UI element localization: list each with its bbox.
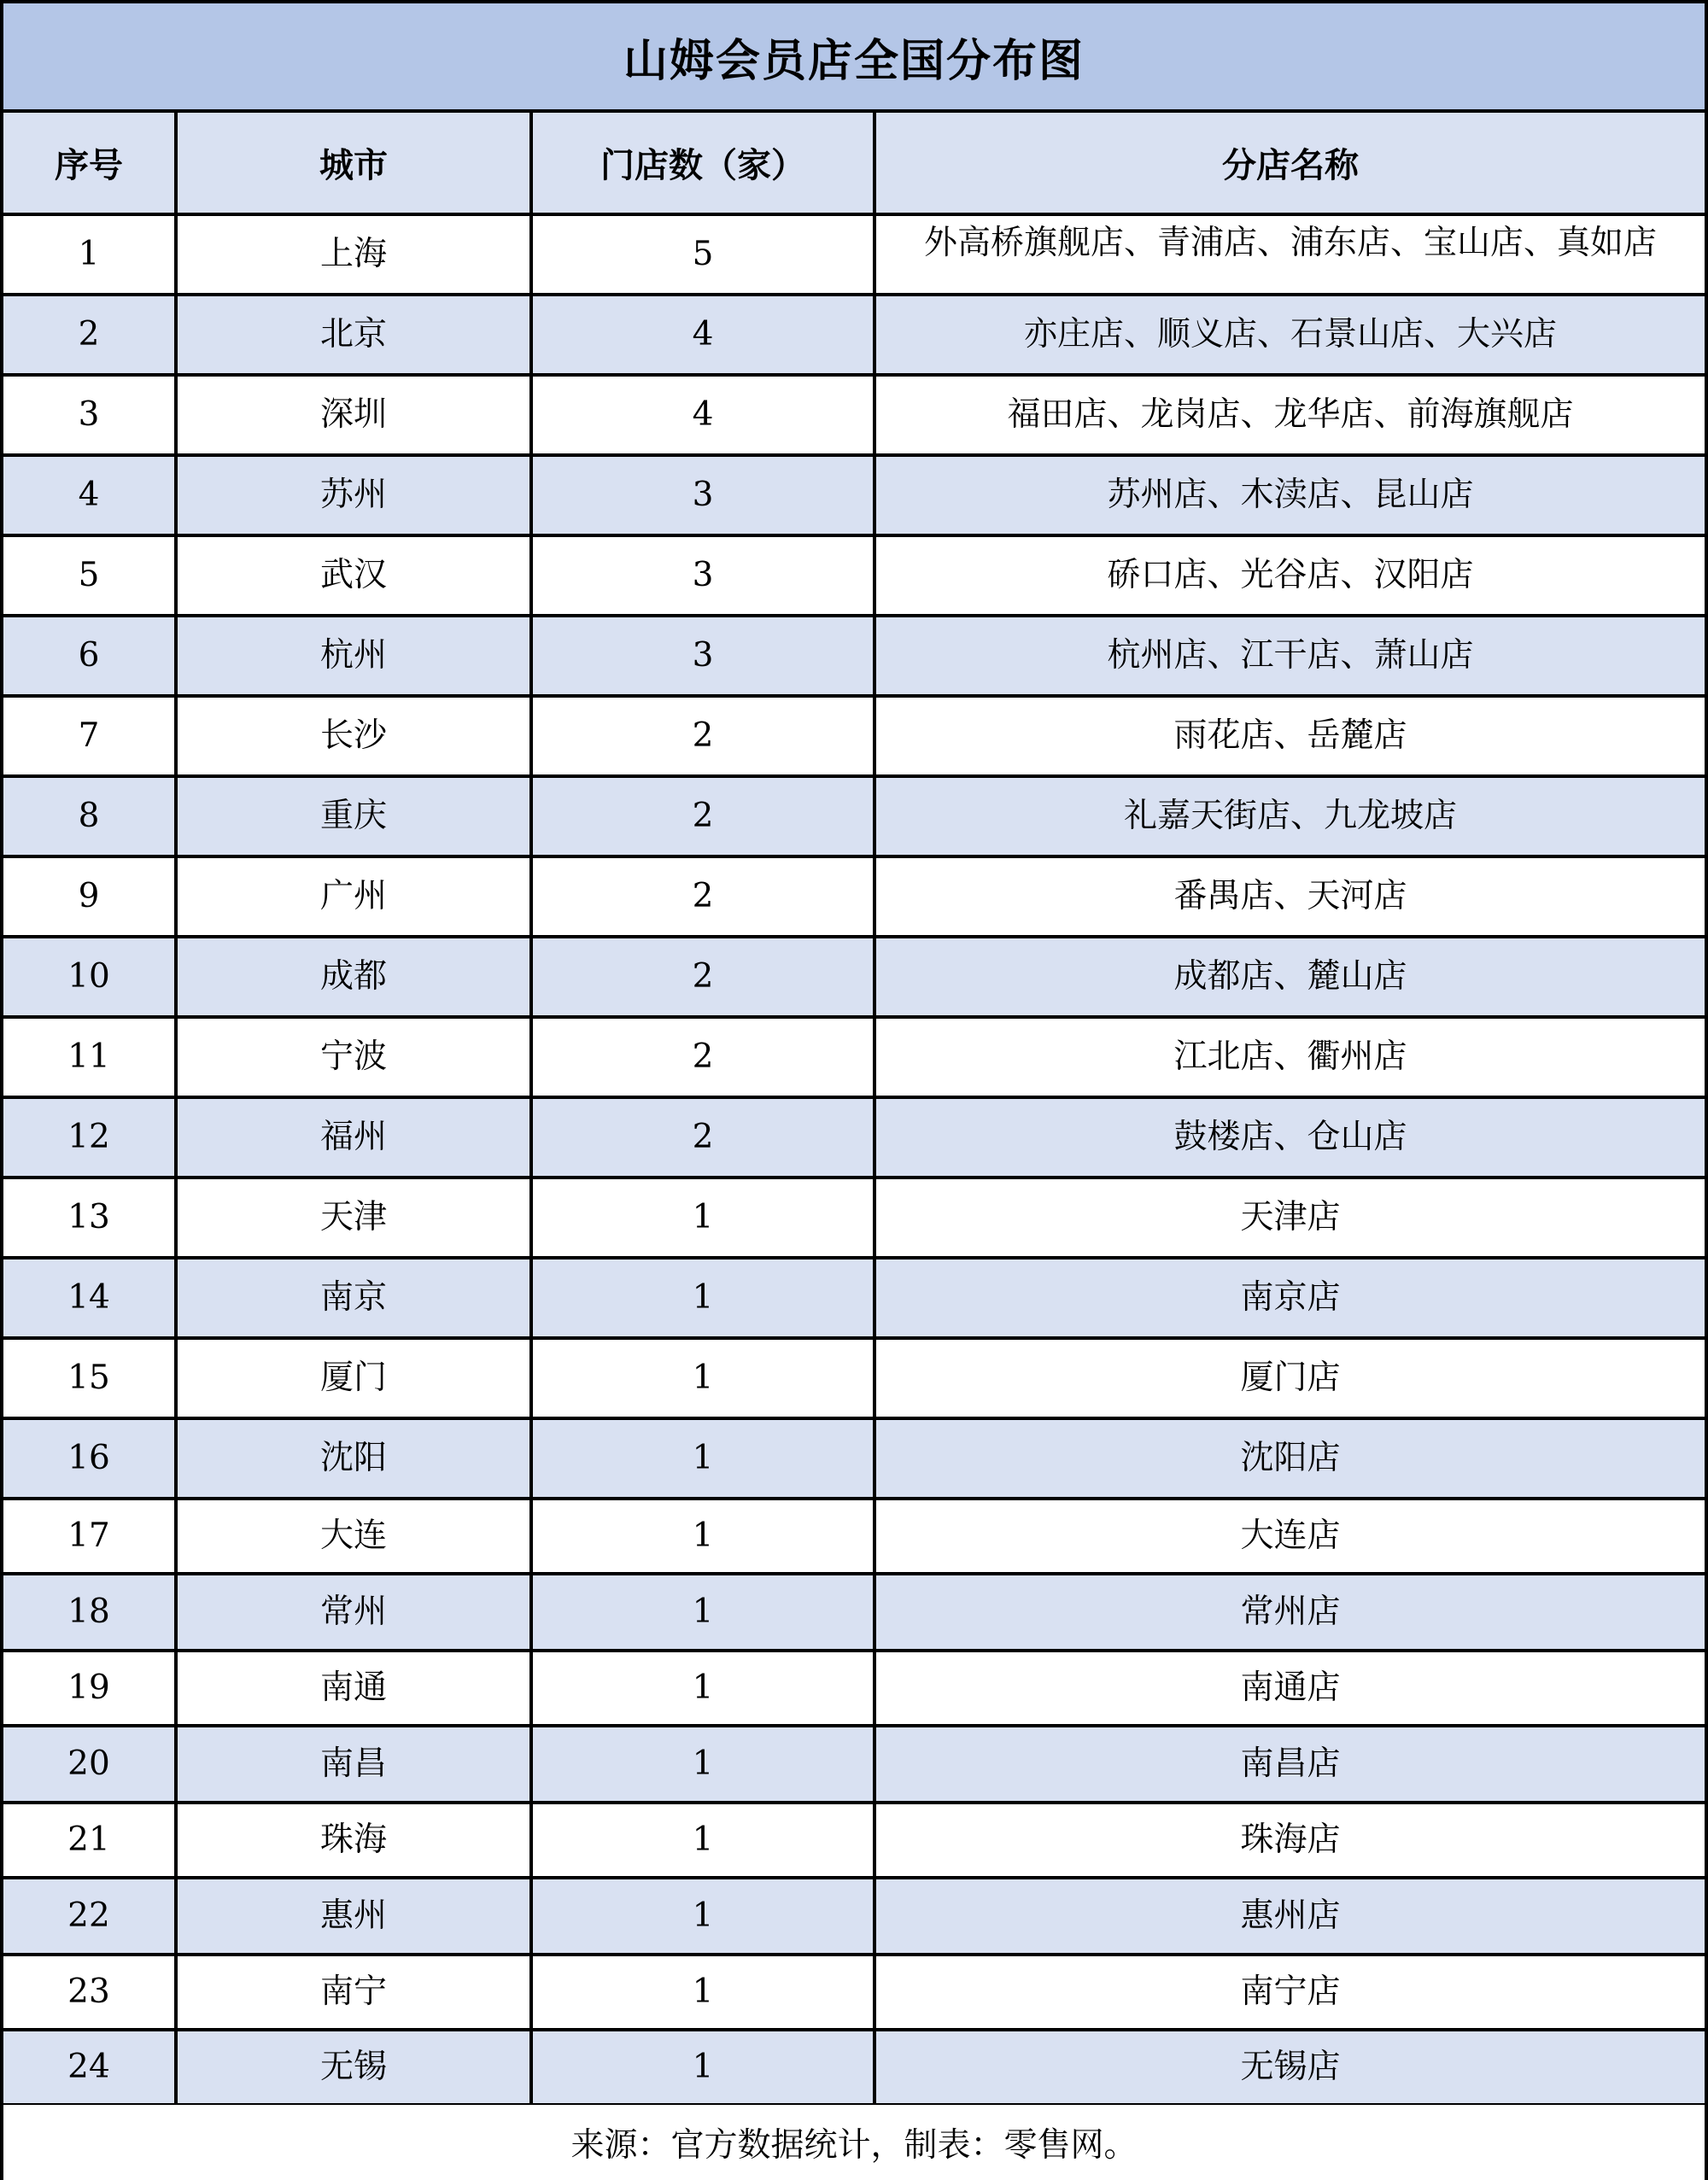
row-number-cell: 24 [3, 2030, 176, 2105]
row-number-cell: 19 [3, 1651, 176, 1726]
row-number-cell: 6 [3, 616, 176, 696]
store-names-cell: 无锡店 [874, 2030, 1705, 2105]
store-names-text: 外高桥旗舰店、青浦店、浦东店、宝山店、真如店 [923, 224, 1657, 262]
store-count-cell: 1 [531, 2030, 874, 2105]
store-count-cell: 1 [531, 1955, 874, 2030]
row-number-cell: 15 [3, 1338, 176, 1418]
header-row [3, 113, 1705, 214]
store-count-cell: 5 [531, 214, 874, 295]
city-cell: 南昌 [176, 1726, 531, 1803]
store-count-cell: 1 [531, 1178, 874, 1258]
table-row [3, 1803, 1705, 1878]
row-number-cell: 4 [3, 455, 176, 535]
store-count-cell: 2 [531, 856, 874, 937]
table-row [3, 1017, 1705, 1097]
row-number-cell: 10 [3, 937, 176, 1017]
city-cell: 重庆 [176, 776, 531, 856]
store-count-cell: 1 [531, 1878, 874, 1955]
store-names-cell: 雨花店、岳麓店 [874, 696, 1705, 776]
store-names-cell: 天津店 [874, 1178, 1705, 1258]
table-title: 山姆会员店全国分布图 [3, 3, 1705, 113]
row-number-cell: 1 [3, 214, 176, 295]
store-names-cell [874, 214, 1705, 295]
row-number-cell: 7 [3, 696, 176, 776]
store-names-cell: 厦门店 [874, 1338, 1705, 1418]
table-row [3, 1955, 1705, 2030]
city-cell: 苏州 [176, 455, 531, 535]
table-row [3, 1574, 1705, 1651]
header-store-count: 门店数（家） [531, 113, 874, 214]
table-row [3, 1258, 1705, 1338]
store-names-cell: 大连店 [874, 1499, 1705, 1574]
store-names-cell: 江北店、衢州店 [874, 1017, 1705, 1097]
store-names-cell: 苏州店、木渎店、昆山店 [874, 455, 1705, 535]
city-cell: 长沙 [176, 696, 531, 776]
city-cell: 成都 [176, 937, 531, 1017]
row-number-cell: 16 [3, 1418, 176, 1499]
source-footer: 来源：官方数据统计，制表：零售网。 [3, 2105, 1705, 2180]
table-row [3, 776, 1705, 856]
store-names-cell: 番禺店、天河店 [874, 856, 1705, 937]
table-row [3, 1178, 1705, 1258]
store-names-cell: 沈阳店 [874, 1418, 1705, 1499]
table-row [3, 1338, 1705, 1418]
store-names-cell: 南昌店 [874, 1726, 1705, 1803]
store-count-cell: 1 [531, 1726, 874, 1803]
store-names-cell: 常州店 [874, 1574, 1705, 1651]
table-row [3, 2030, 1705, 2105]
store-count-cell: 3 [531, 616, 874, 696]
row-number-cell: 14 [3, 1258, 176, 1338]
table-row [3, 1418, 1705, 1499]
store-names-cell: 南宁店 [874, 1955, 1705, 2030]
city-cell: 深圳 [176, 375, 531, 455]
store-count-cell: 2 [531, 696, 874, 776]
store-count-cell: 3 [531, 535, 874, 616]
header-store-names: 分店名称 [874, 113, 1705, 214]
store-count-cell: 1 [531, 1574, 874, 1651]
city-cell: 宁波 [176, 1017, 531, 1097]
row-number-cell: 22 [3, 1878, 176, 1955]
table-row [3, 1651, 1705, 1726]
city-cell: 广州 [176, 856, 531, 937]
store-names-cell: 南通店 [874, 1651, 1705, 1726]
store-names-cell: 礼嘉天街店、九龙坡店 [874, 776, 1705, 856]
city-cell: 南京 [176, 1258, 531, 1338]
table-row [3, 856, 1705, 937]
city-cell: 厦门 [176, 1338, 531, 1418]
table-row [3, 375, 1705, 455]
city-cell: 珠海 [176, 1803, 531, 1878]
city-cell: 无锡 [176, 2030, 531, 2105]
row-number-cell: 18 [3, 1574, 176, 1651]
store-names-cell: 鼓楼店、仓山店 [874, 1097, 1705, 1178]
row-number-cell: 21 [3, 1803, 176, 1878]
city-cell: 福州 [176, 1097, 531, 1178]
table-row [3, 535, 1705, 616]
store-names-cell: 亦庄店、顺义店、石景山店、大兴店 [874, 295, 1705, 375]
table-row [3, 1878, 1705, 1955]
store-count-cell: 2 [531, 1097, 874, 1178]
row-number-cell: 8 [3, 776, 176, 856]
table-row [3, 696, 1705, 776]
store-count-cell: 2 [531, 1017, 874, 1097]
store-count-cell: 4 [531, 295, 874, 375]
table-row [3, 616, 1705, 696]
store-count-cell: 4 [531, 375, 874, 455]
row-number-cell: 17 [3, 1499, 176, 1574]
row-number-cell: 11 [3, 1017, 176, 1097]
store-names-cell: 成都店、麓山店 [874, 937, 1705, 1017]
row-number-cell: 2 [3, 295, 176, 375]
store-names-cell: 福田店、龙岗店、龙华店、前海旗舰店 [874, 375, 1705, 455]
store-names-cell: 南京店 [874, 1258, 1705, 1338]
row-number-cell: 23 [3, 1955, 176, 2030]
city-cell: 大连 [176, 1499, 531, 1574]
store-names-cell: 惠州店 [874, 1878, 1705, 1955]
row-number-cell: 3 [3, 375, 176, 455]
city-cell: 南宁 [176, 1955, 531, 2030]
store-count-cell: 3 [531, 455, 874, 535]
store-count-cell: 2 [531, 776, 874, 856]
store-count-cell: 1 [531, 1499, 874, 1574]
table-row [3, 937, 1705, 1017]
store-names-cell: 杭州店、江干店、萧山店 [874, 616, 1705, 696]
store-count-cell: 1 [531, 1258, 874, 1338]
header-number: 序号 [3, 113, 176, 214]
store-names-cell: 珠海店 [874, 1803, 1705, 1878]
table-row [3, 295, 1705, 375]
store-count-cell: 1 [531, 1803, 874, 1878]
store-names-cell: 硚口店、光谷店、汉阳店 [874, 535, 1705, 616]
table-row [3, 1726, 1705, 1803]
city-cell: 南通 [176, 1651, 531, 1726]
city-cell: 沈阳 [176, 1418, 531, 1499]
store-count-cell: 1 [531, 1338, 874, 1418]
row-number-cell: 5 [3, 535, 176, 616]
row-number-cell: 12 [3, 1097, 176, 1178]
store-count-cell: 1 [531, 1418, 874, 1499]
city-cell: 武汉 [176, 535, 531, 616]
table-row [3, 214, 1705, 295]
table-row [3, 1499, 1705, 1574]
store-table [3, 113, 1705, 2107]
city-cell: 北京 [176, 295, 531, 375]
city-cell: 惠州 [176, 1878, 531, 1955]
city-cell: 杭州 [176, 616, 531, 696]
row-number-cell: 13 [3, 1178, 176, 1258]
city-cell: 天津 [176, 1178, 531, 1258]
table-row [3, 1097, 1705, 1178]
city-cell: 上海 [176, 214, 531, 295]
row-number-cell: 20 [3, 1726, 176, 1803]
store-count-cell: 1 [531, 1651, 874, 1726]
city-cell: 常州 [176, 1574, 531, 1651]
row-number-cell: 9 [3, 856, 176, 937]
store-count-cell: 2 [531, 937, 874, 1017]
header-city: 城市 [176, 113, 531, 214]
table-row [3, 455, 1705, 535]
